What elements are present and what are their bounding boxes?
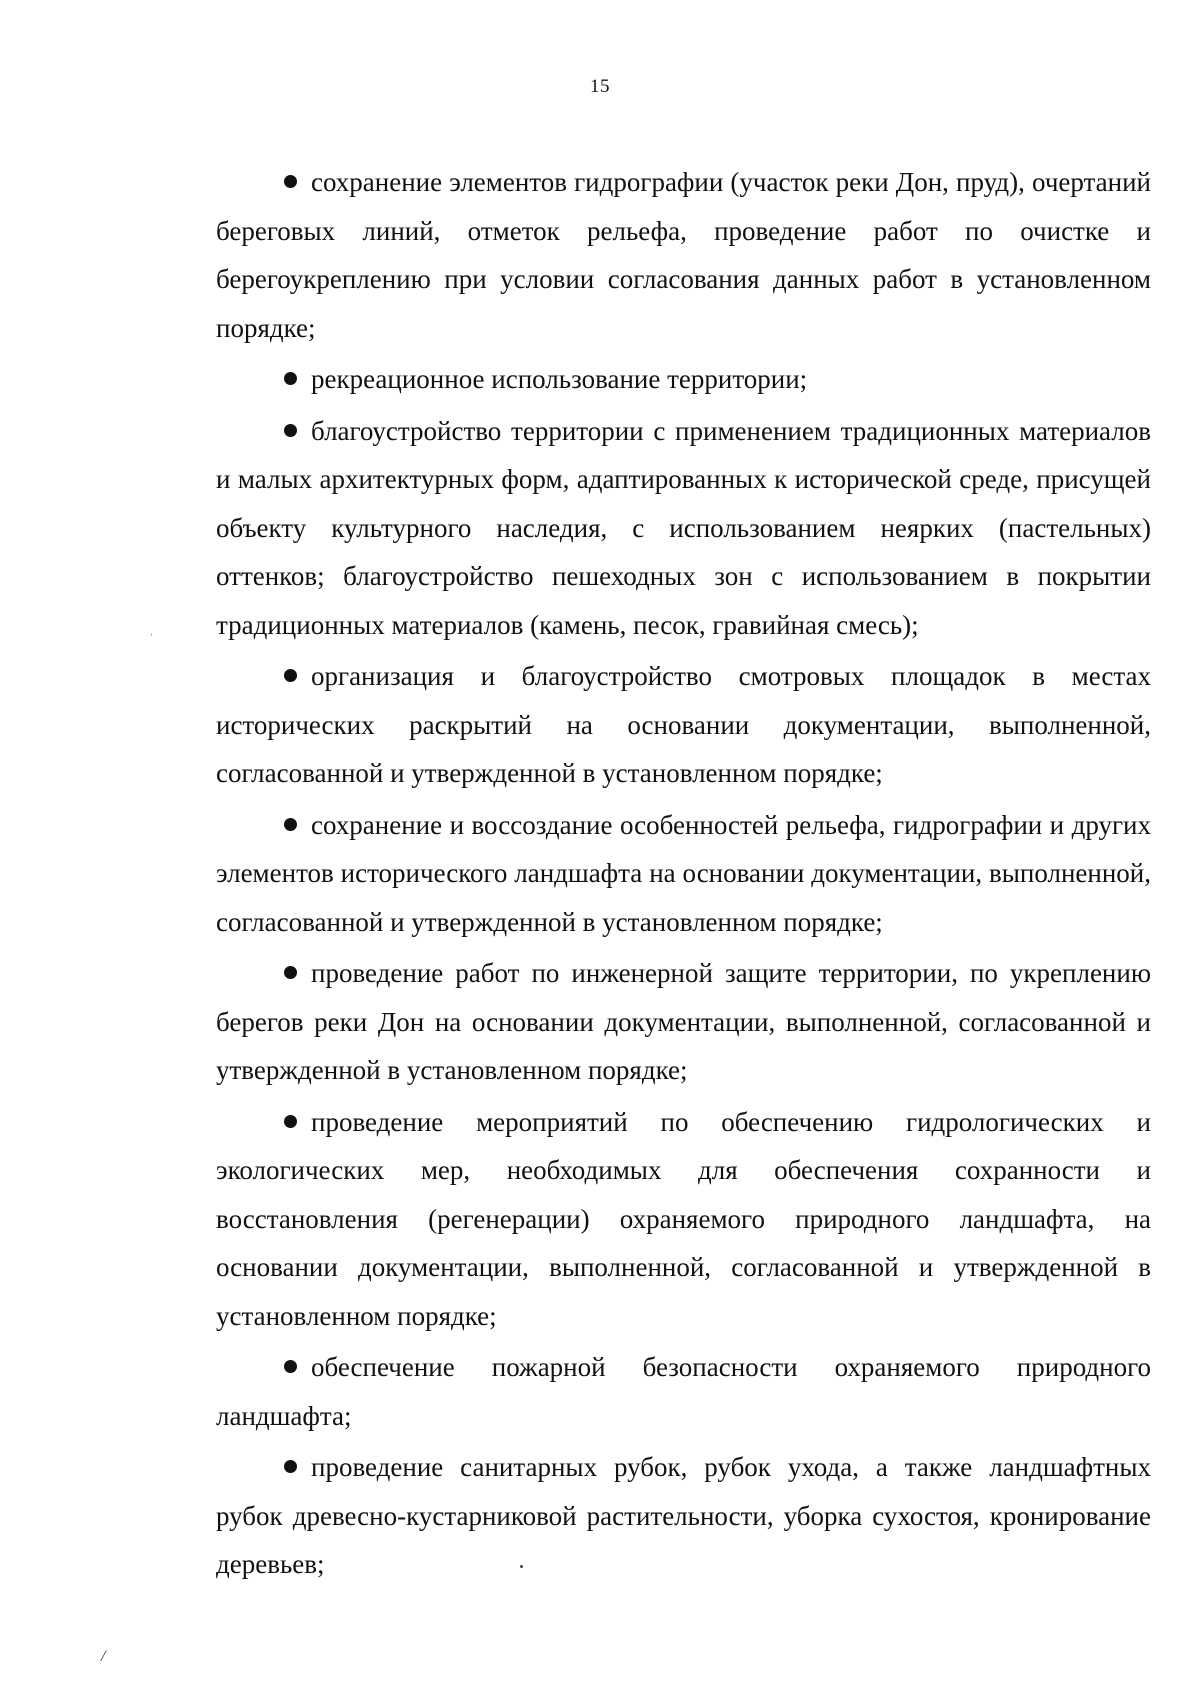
list-item bbox=[216, 355, 1151, 404]
list-item bbox=[216, 1343, 1151, 1440]
bullet-dot-icon bbox=[284, 818, 297, 831]
scan-speck bbox=[520, 1565, 523, 1568]
document-body bbox=[216, 158, 1151, 1592]
list-item-text: благоустройство территории с применением традиционных материалов и малых архитектурных форм, адаптированных к исторической среде, присущей объекту культурного наследия, с использованием неярких (пастельных) оттенков; благоустройство пешеходных зон с использованием в покрытии традиционных материалов (камень, песок, гравийная смесь); bbox=[216, 415, 1151, 640]
bullet-dot-icon bbox=[284, 1115, 297, 1128]
bullet-dot-icon bbox=[284, 1360, 297, 1373]
bullet-dot-icon bbox=[284, 424, 297, 437]
bullet-dot-icon bbox=[284, 966, 297, 979]
bullet-dot-icon bbox=[284, 175, 297, 188]
list-item-text: проведение работ по инженерной защите территории, по укреплению берегов реки Дон на основании документации, выполненной, согласованной и утвержденной в установленном порядке; bbox=[216, 958, 1151, 1085]
list-item bbox=[216, 1098, 1151, 1341]
list-item bbox=[216, 1443, 1151, 1589]
list-item-text: проведение санитарных рубок, рубок ухода, а также ландшафтных рубок древесно-кустарниковой растительности, уборка сухостоя, кронирование деревьев; bbox=[216, 1452, 1151, 1579]
list-item bbox=[216, 407, 1151, 650]
bullet-dot-icon bbox=[284, 1460, 297, 1473]
bullet-dot-icon bbox=[284, 669, 297, 682]
bullet-dot-icon bbox=[284, 372, 297, 385]
list-item-text: обеспечение пожарной безопасности охраняемого природного ландшафта; bbox=[216, 1352, 1151, 1431]
list-item bbox=[216, 158, 1151, 352]
list-item-text: рекреационное использование территории; bbox=[311, 364, 808, 394]
list-item bbox=[216, 949, 1151, 1095]
list-item-text: сохранение элементов гидрографии (участок реки Дон, пруд), очертаний береговых линий, отметок рельефа, проведение работ по очистке и берегоукреплению при условии согласования данных работ в установленном порядке; bbox=[216, 167, 1151, 343]
page-number: 15 bbox=[590, 76, 610, 97]
list-item-text: проведение мероприятий по обеспечению гидрологических и экологических мер, необходимых для обеспечения сохранности и восстановления (регенерации) охраняемого природного ландшафта, на основании документации, выполненной, согласованной и утвержденной в установленном порядке; bbox=[216, 1106, 1151, 1331]
scan-speck: / bbox=[101, 1648, 106, 1665]
list-item bbox=[216, 801, 1151, 947]
list-item-text: организация и благоустройство смотровых площадок в местах исторических раскрытий на основании документации, выполненной, согласованной и утвержденной в установленном порядке; bbox=[216, 661, 1151, 788]
list-item bbox=[216, 652, 1151, 798]
list-item-text: сохранение и воссоздание особенностей рельефа, гидрографии и других элементов исторического ландшафта на основании документации, выполненной, согласованной и утвержденной в установленном порядке; bbox=[216, 809, 1151, 937]
scan-speck: ˌ bbox=[150, 625, 154, 636]
